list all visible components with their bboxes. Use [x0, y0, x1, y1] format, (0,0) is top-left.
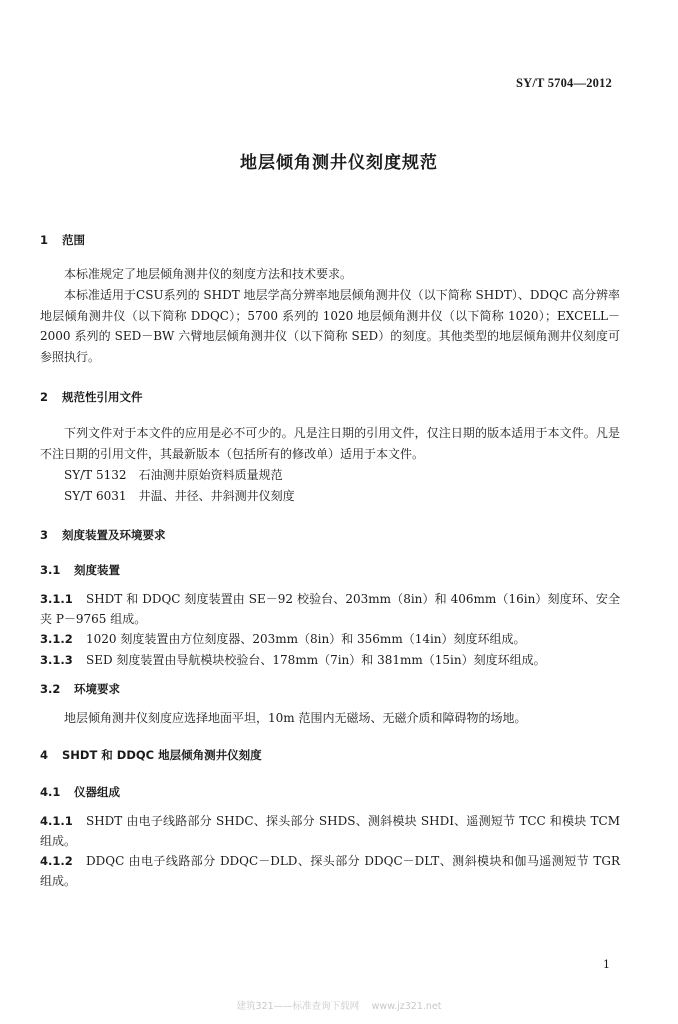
- clause-text: SHDT 和 DDQC 刻度装置由 SE－92 校验台、203mm（8in）和 406mm（16in）刻度环、安全夹 P－9765 组成。: [40, 592, 620, 626]
- subsection-heading-3-2: [40, 681, 120, 697]
- page-number: 1: [603, 958, 610, 971]
- section-heading-4: [40, 747, 262, 763]
- clause-number: 4.1.2: [40, 854, 73, 868]
- section-number: 1: [40, 233, 49, 247]
- section-title: 范围: [62, 233, 85, 247]
- clause-number: 3.1.1: [40, 592, 73, 606]
- clause-number: 3.1.3: [40, 653, 73, 667]
- clause-3-1-2: [40, 629, 620, 649]
- document-title: 地层倾角测井仪刻度规范: [240, 153, 438, 173]
- section-title: SHDT 和 DDQC 地层倾角测井仪刻度: [62, 748, 262, 762]
- clause-text: DDQC 由电子线路部分 DDQC－DLD、探头部分 DDQC－DLT、测斜模块和伽马遥测短节 TGR 组成。: [40, 854, 620, 888]
- clause-number: 4.1.1: [40, 814, 73, 828]
- reference-item: [64, 466, 283, 483]
- clause-text: 1020 刻度装置由方位刻度器、203mm（8in）和 356mm（14in）刻度环组成。: [86, 632, 526, 646]
- section-title: 刻度装置及环境要求: [62, 528, 166, 542]
- clause-number: 3.1.2: [40, 632, 73, 646]
- subsection-heading-4-1: [40, 784, 120, 800]
- site-watermark: 建筑321——标准查询下载网 www.jz321.net: [236, 1001, 442, 1012]
- clause-text: SHDT 由电子线路部分 SHDC、探头部分 SHDS、测斜模块 SHDI、遥测短节 TCC 和模块 TCM 组成。: [40, 814, 620, 848]
- section-title: 规范性引用文件: [62, 390, 143, 404]
- standard-code: SY/T 5704—2012: [516, 76, 612, 90]
- section-number: 3.1: [40, 563, 61, 577]
- section-number: 3.2: [40, 682, 61, 696]
- section-number: 3: [40, 528, 49, 542]
- clause-3-1-1: [40, 589, 620, 629]
- scope-paragraph-1: 本标准规定了地层倾角测井仪的刻度方法和技术要求。: [64, 267, 353, 281]
- section-heading-1: [40, 232, 85, 248]
- section-number: 2: [40, 390, 49, 404]
- scope-paragraph-2: 本标准适用于CSU系列的 SHDT 地层学高分辨率地层倾角测井仪（以下简称 SHDT）、DDQC 高分辨率地层倾角测井仪（以下简称 DDQC）；5700 系列的 1020 地层倾角测井仪（以下简称 1020）；EXCELL－2000 系列的 SED－BW 六臂地层倾角测井仪（以下简称 SED）的刻度。其他类型的地层倾角测井仪刻度可参照执行。: [40, 288, 620, 364]
- section-heading-3: [40, 527, 166, 543]
- section-title: 环境要求: [74, 682, 120, 696]
- section-title: 仪器组成: [74, 785, 120, 799]
- clause-4-1-1: [40, 811, 620, 851]
- reference-name: 石油测井原始资料质量规范: [138, 468, 283, 482]
- section-title: 刻度装置: [74, 563, 120, 577]
- clause-4-1-2: [40, 851, 620, 891]
- reference-code: SY/T 6031: [64, 489, 127, 503]
- section-number: 4.1: [40, 785, 61, 799]
- environment-paragraph: 地层倾角测井仪刻度应选择地面平坦，10m 范围内无磁场、无磁介质和障碍物的场地。: [64, 711, 527, 725]
- clause-3-1-3: [40, 650, 620, 670]
- section-number: 4: [40, 748, 49, 762]
- reference-item: [64, 487, 295, 504]
- reference-code: SY/T 5132: [64, 468, 127, 482]
- reference-name: 井温、井径、井斜测井仪刻度: [138, 489, 295, 503]
- references-intro: 下列文件对于本文件的应用是必不可少的。凡是注日期的引用文件，仅注日期的版本适用于本文件。凡是不注日期的引用文件，其最新版本（包括所有的修改单）适用于本文件。: [40, 426, 620, 461]
- clause-text: SED 刻度装置由导航模块校验台、178mm（7in）和 381mm（15in）刻度环组成。: [86, 653, 546, 667]
- subsection-heading-3-1: [40, 562, 120, 578]
- section-heading-2: [40, 389, 143, 405]
